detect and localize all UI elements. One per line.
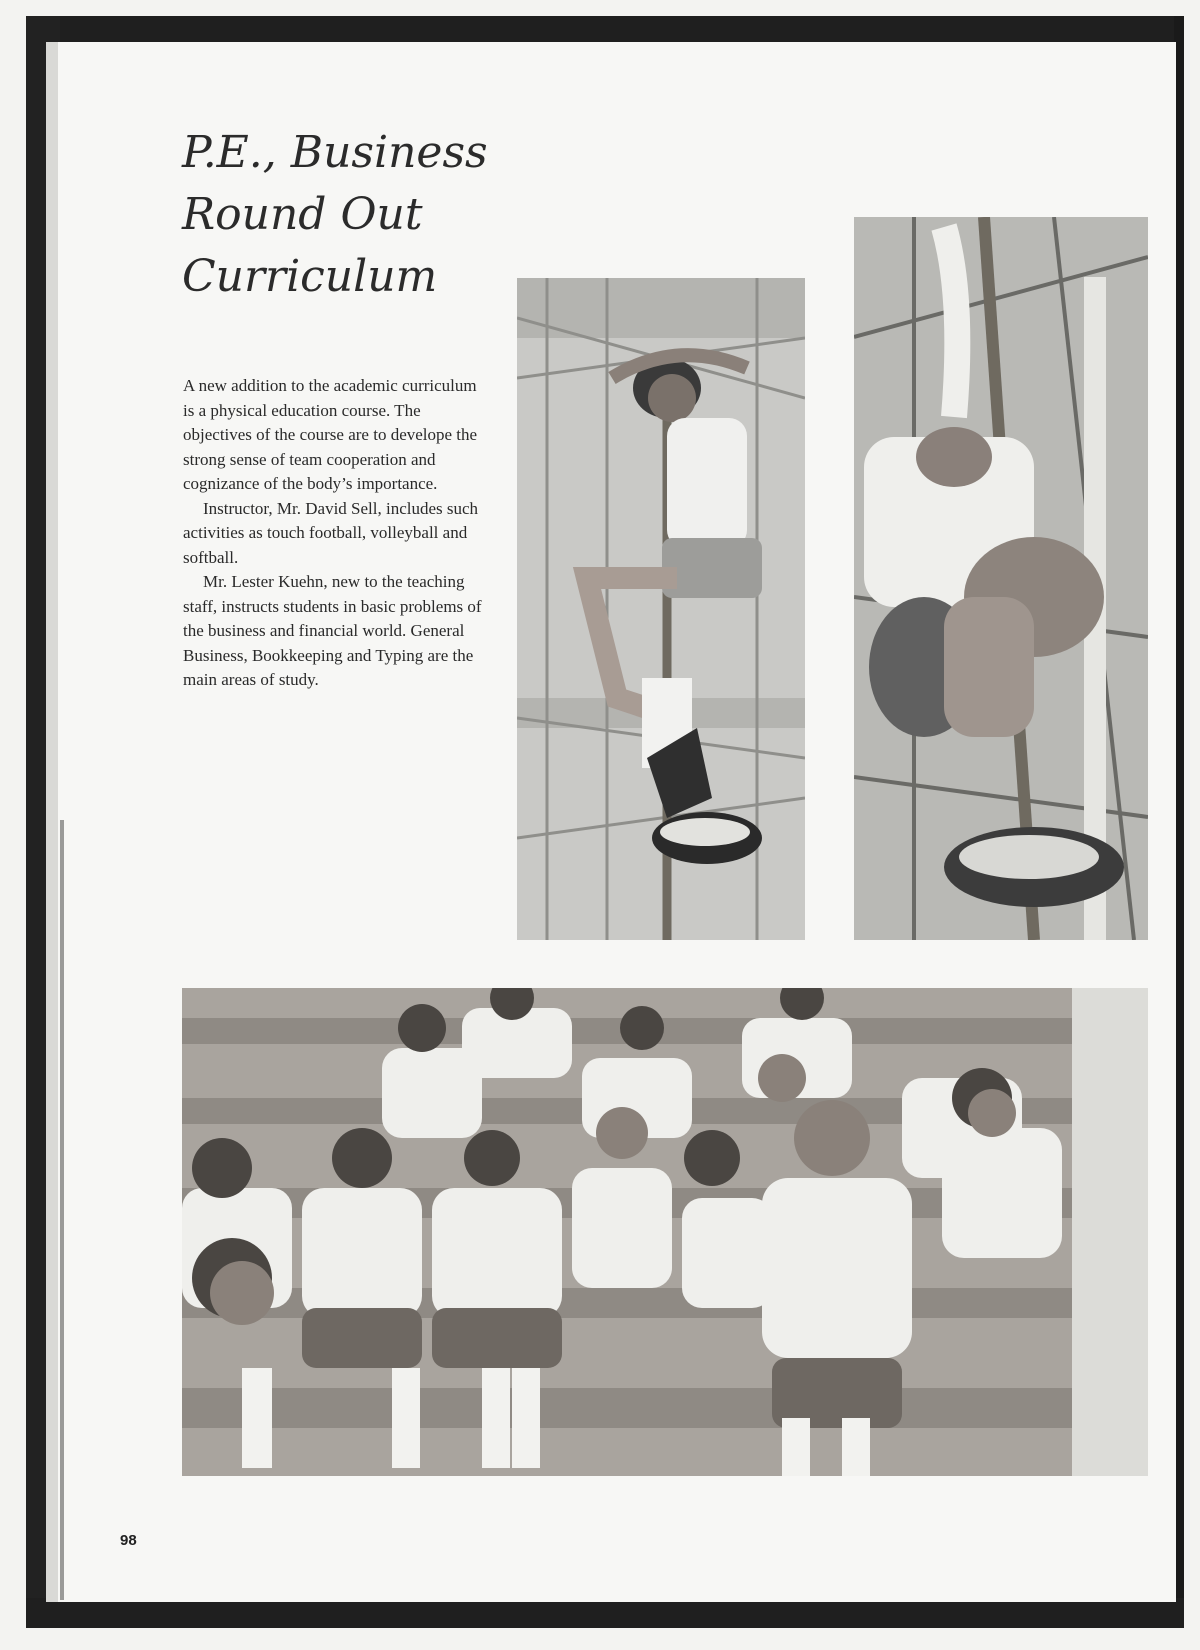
paragraph: Mr. Lester Kuehn, new to the teaching staff, instructs students in basic problems of the business and financial world. General Business, Bookkeeping and Typing are the main areas of study. bbox=[183, 572, 482, 689]
title-line: Round Out bbox=[182, 189, 423, 240]
page-number: 98 bbox=[120, 1532, 137, 1549]
photo-rope-climber-2 bbox=[854, 217, 1148, 940]
title-line: P.E., Business bbox=[182, 127, 488, 178]
photo-rope-climber-1-image bbox=[517, 278, 805, 940]
page-title bbox=[182, 122, 512, 308]
paragraph: Instructor, Mr. David Sell, includes such activities as touch football, volleyball and softball. bbox=[183, 498, 479, 567]
photo-rope-climber-1 bbox=[517, 278, 805, 940]
photo-students-bleachers-image bbox=[182, 988, 1148, 1476]
paragraph: A new addition to the academic curriculum is a physical education course. The objectives of the course are to develope the strong sense of team cooperation and cognizance of the body’s importance. bbox=[183, 376, 478, 493]
binding-bottom bbox=[26, 1598, 1184, 1628]
page-edge bbox=[60, 820, 64, 1600]
photo-rope-climber-2-image bbox=[854, 217, 1148, 940]
title-line: Curriculum bbox=[182, 251, 438, 302]
photo-students-bleachers bbox=[182, 988, 1148, 1476]
article-body bbox=[183, 374, 483, 693]
